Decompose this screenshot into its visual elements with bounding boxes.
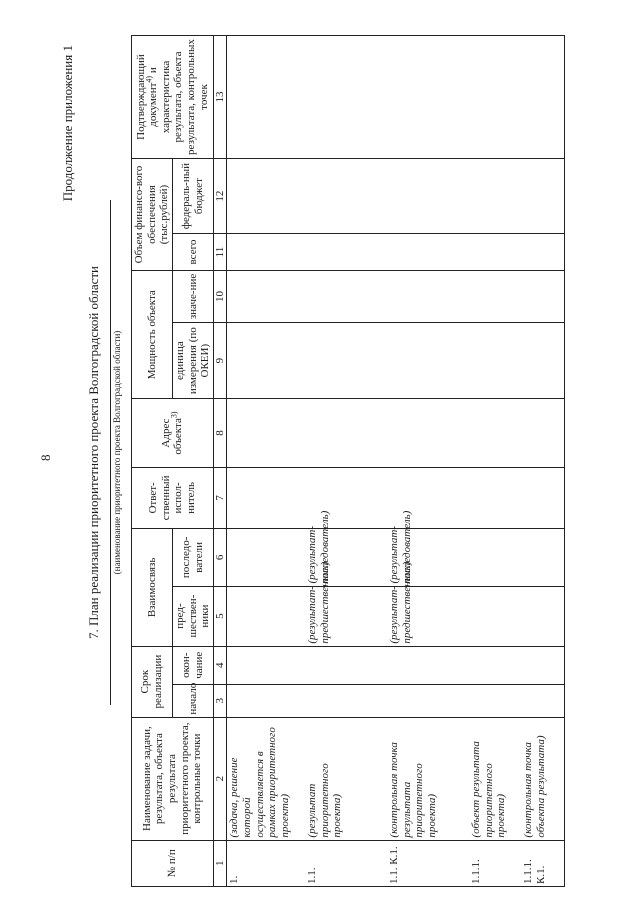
header-funding-federal: федераль-ный бюджет bbox=[172, 159, 213, 234]
row-name: (контрольная точка объекта результата) bbox=[521, 717, 565, 840]
header-funding-total: всего bbox=[172, 234, 213, 271]
column-number: 4 bbox=[213, 646, 227, 684]
row-prev: (результат-предшественник) bbox=[305, 586, 387, 646]
column-number: 13 bbox=[213, 36, 227, 159]
column-number: 8 bbox=[213, 399, 227, 467]
column-number: 10 bbox=[213, 271, 227, 323]
table-row bbox=[227, 36, 305, 887]
header-term-end: окон-чание bbox=[172, 646, 213, 684]
column-number: 9 bbox=[213, 322, 227, 398]
row-next: (результат-последователь) bbox=[387, 529, 469, 586]
header-num: № п/п bbox=[132, 840, 214, 886]
header-term-start: начало bbox=[172, 684, 213, 717]
row-next: (результат-последователь) bbox=[305, 529, 387, 586]
row-name: (результат приоритетного проекта) bbox=[305, 717, 387, 840]
column-number: 1 bbox=[213, 840, 227, 886]
header-capacity: Мощность объекта bbox=[132, 271, 173, 399]
header-document-text: Подтверждающий документ bbox=[134, 54, 160, 140]
row-num: 1.1.1. К.1. bbox=[521, 840, 565, 886]
row-prev bbox=[521, 586, 565, 646]
table-row bbox=[469, 36, 521, 887]
header-term: Срок реализации bbox=[132, 646, 173, 717]
table-row bbox=[521, 36, 565, 887]
header-capacity-value: значе-ние bbox=[172, 271, 213, 323]
page-number: 8 bbox=[38, 454, 53, 461]
row-prev bbox=[227, 586, 305, 646]
row-num: 1.1. К.1. bbox=[387, 840, 469, 886]
table-row bbox=[387, 36, 469, 887]
table-row bbox=[305, 36, 387, 887]
header-address bbox=[132, 399, 214, 467]
header-document bbox=[132, 36, 214, 159]
row-next bbox=[469, 529, 521, 586]
continuation-label: Продолжение приложения 1 bbox=[60, 45, 75, 202]
row-prev: (результат-предшественник) bbox=[387, 586, 469, 646]
row-num: 1. bbox=[227, 840, 305, 886]
row-next bbox=[521, 529, 565, 586]
header-document-tail: и характеристика результата, объекта результата, контрольных точек bbox=[147, 39, 210, 155]
header-document-footnote: 4) bbox=[144, 75, 154, 83]
column-number: 3 bbox=[213, 684, 227, 717]
plan-table bbox=[131, 35, 565, 887]
row-name: (контрольная точка результата приоритетного проекта) bbox=[387, 717, 469, 840]
header-funding: Объем финансо-вого обеспечения (тыс.рублей) bbox=[132, 159, 173, 271]
row-num: 1.1.1. bbox=[469, 840, 521, 886]
page-title: 7. План реализации приоритетного проекта Волгоградской области bbox=[86, 265, 101, 640]
column-number: 12 bbox=[213, 159, 227, 234]
column-number: 6 bbox=[213, 529, 227, 586]
header-relation-prev: пред-шествен-ники bbox=[172, 586, 213, 646]
row-next bbox=[227, 529, 305, 586]
column-number: 2 bbox=[213, 717, 227, 840]
header-relation: Взаимосвязь bbox=[132, 529, 173, 646]
header-capacity-unit: единица измерения (по ОКЕИ) bbox=[172, 322, 213, 398]
project-name-line bbox=[110, 200, 111, 705]
row-name: (объект результата приоритетного проекта) bbox=[469, 717, 521, 840]
row-num: 1.1. bbox=[305, 840, 387, 886]
column-numbers-row bbox=[213, 36, 227, 887]
row-prev bbox=[469, 586, 521, 646]
project-name-caption: (наименование приоритетного проекта Волгоградской области) bbox=[112, 330, 122, 575]
header-address-text: Адрес объекта bbox=[159, 418, 185, 455]
column-number: 7 bbox=[213, 467, 227, 528]
header-relation-next: последо-ватели bbox=[172, 529, 213, 586]
row-name: (задача, решение которой осуществляется в рамках приоритетного проекта) bbox=[227, 717, 305, 840]
header-executor: Ответ-ственный испол-нитель bbox=[132, 467, 214, 528]
header-address-footnote: 3) bbox=[169, 411, 179, 419]
header-name: Наименование задачи, результата, объекта результата приоритетного проекта, контрольные точки bbox=[132, 717, 214, 840]
column-number: 5 bbox=[213, 586, 227, 646]
column-number: 11 bbox=[213, 234, 227, 271]
